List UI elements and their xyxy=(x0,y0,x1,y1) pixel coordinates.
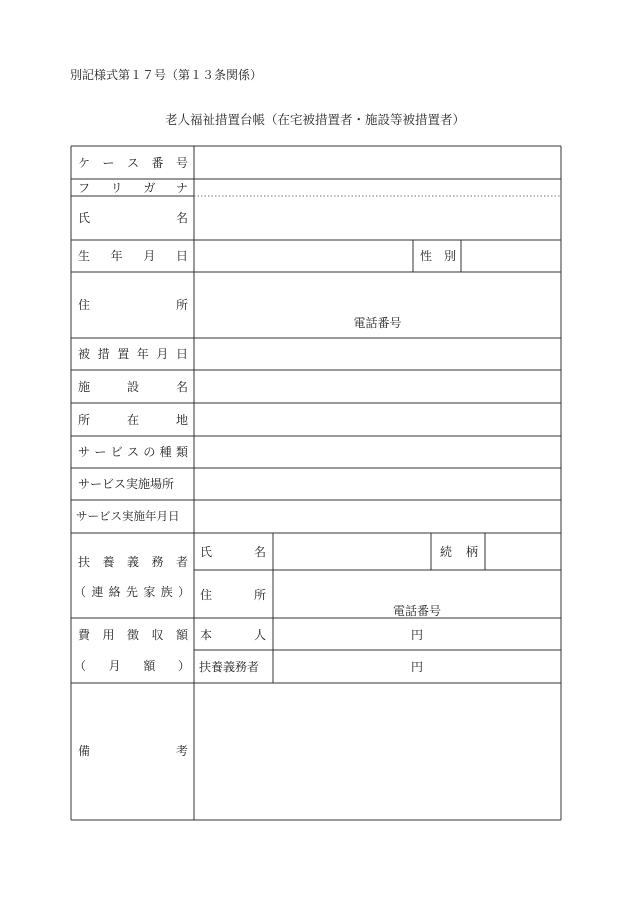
fee-supporter-label: 扶養義務者 xyxy=(199,660,260,674)
furigana-label: フ リ ガ ナ xyxy=(78,180,188,195)
supporter-label: 扶 養 義 務 者 xyxy=(78,555,188,569)
document-title: 老人福祉措置台帳（在宅被措置者・施設等被措置者） xyxy=(164,112,465,127)
service-place-label: サービス実施場所 xyxy=(78,477,175,491)
location-label: 所 在 地 xyxy=(78,413,188,427)
supporter-address-label: 住 所 xyxy=(200,588,266,602)
placement-date-label: 被 措 置 年 月 日 xyxy=(78,347,188,361)
relation-label: 続 柄 xyxy=(440,545,478,559)
case-number-label: ケ ー ス 番 号 xyxy=(78,156,188,170)
fee-self-yen: 円 xyxy=(410,628,423,642)
service-date-label: サービス実施年月日 xyxy=(76,509,180,524)
address-label: 住 所 xyxy=(78,298,188,312)
fee-label: 費 用 徴 収 額 xyxy=(78,628,188,642)
monthly-label: （ 月 額 ） xyxy=(74,659,190,673)
name-label: 氏 名 xyxy=(78,211,188,225)
gender-label: 性 別 xyxy=(420,249,456,263)
fee-supporter-yen: 円 xyxy=(410,660,423,674)
service-type-label: サ ー ビ ス の 種 類 xyxy=(78,445,188,459)
form-number: 別記様式第１７号（第１３条関係） xyxy=(70,68,263,82)
contact-family-label: （ 連 絡 先 家 族 ） xyxy=(74,585,190,599)
birth-date-label: 生 年 月 日 xyxy=(78,249,188,263)
facility-name-label: 施 設 名 xyxy=(78,380,188,394)
fee-self-label: 本 人 xyxy=(200,628,266,642)
supporter-name-label: 氏 名 xyxy=(200,545,266,559)
remarks-label: 備 考 xyxy=(78,744,188,758)
supporter-phone-label: 電話番号 xyxy=(392,604,441,618)
phone-number-label: 電話番号 xyxy=(353,316,402,330)
